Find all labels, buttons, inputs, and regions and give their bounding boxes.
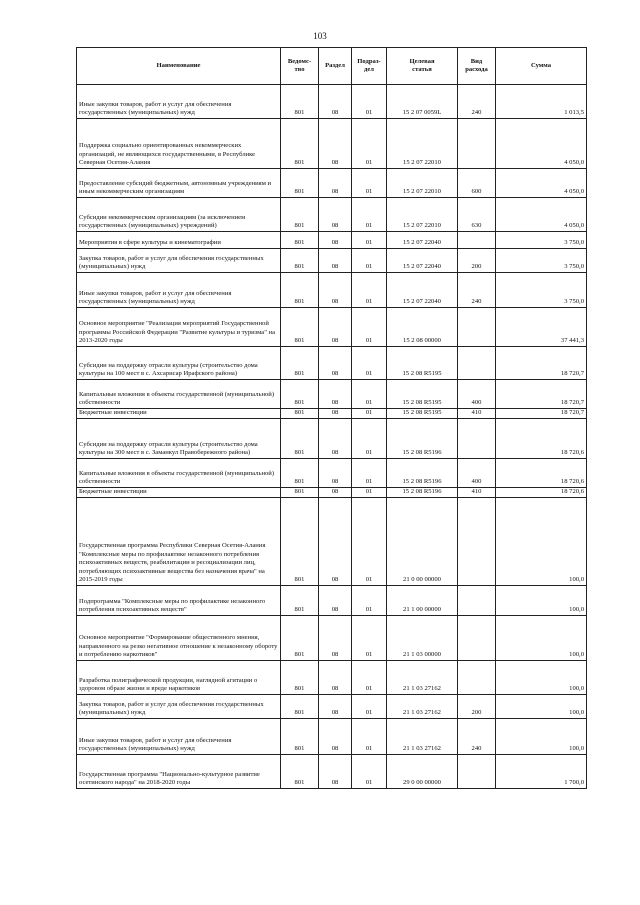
row-name: Основное мероприятие "Формирование общественного мнения, направленного на резко негативное отношение к незаконному обороту и потреблению наркотиков" [77, 616, 281, 661]
row-expense-type: 400 [458, 459, 496, 488]
row-expense-type [458, 755, 496, 789]
row-expense-type: 240 [458, 719, 496, 755]
row-target-article: 21 1 00 00000 [387, 586, 458, 616]
row-name: Государственная программа Республики Северная Осетия-Алания "Комплексные меры по профилактике незаконного потребления психоактивных веществ, реабилитации и ресоциализации лиц, потребляющих психоактивные вещества без назначения врача" на 2015-2019 годы [77, 498, 281, 586]
row-target-article: 15 2 08 R5196 [387, 419, 458, 459]
row-name: Иные закупки товаров, работ и услуг для обеспечения государственных (муниципальных) нужд [77, 719, 281, 755]
row-name: Подпрограмма "Комплексные меры по профилактике незаконного потребления психоактивных веществ" [77, 586, 281, 616]
row-amount: 100,0 [496, 695, 587, 719]
table-row [77, 249, 587, 273]
table-row [77, 85, 587, 119]
row-subsection: 01 [352, 232, 387, 249]
row-target-article: 15 2 07 22040 [387, 273, 458, 308]
table-row [77, 119, 587, 169]
row-name: Субсидии некоммерческим организациям (за исключением государственных (муниципальных) учреждений) [77, 198, 281, 232]
row-expense-type [458, 347, 496, 380]
col-header-section: Раздел [319, 48, 352, 85]
row-amount: 100,0 [496, 498, 587, 586]
row-amount: 100,0 [496, 661, 587, 695]
row-expense-type: 240 [458, 85, 496, 119]
row-section: 08 [319, 459, 352, 488]
row-amount: 18 720,6 [496, 488, 587, 498]
row-department: 801 [281, 249, 319, 273]
row-department: 801 [281, 169, 319, 198]
row-target-article: 21 1 03 27162 [387, 695, 458, 719]
col-header-amount: Сумма [496, 48, 587, 85]
row-expense-type: 410 [458, 409, 496, 419]
row-expense-type: 200 [458, 695, 496, 719]
row-section: 08 [319, 755, 352, 789]
row-section: 08 [319, 169, 352, 198]
row-target-article: 15 2 08 R5195 [387, 409, 458, 419]
row-section: 08 [319, 498, 352, 586]
row-name: Разработка полиграфической продукции, наглядной агитации о здоровом образе жизни и вреде наркотиков [77, 661, 281, 695]
table-row [77, 586, 587, 616]
row-target-article: 15 2 07 0059L [387, 85, 458, 119]
row-section: 08 [319, 232, 352, 249]
row-section: 08 [319, 273, 352, 308]
row-subsection: 01 [352, 85, 387, 119]
row-name: Капитальные вложения в объекты государственной (муниципальной) собственности [77, 459, 281, 488]
col-header-name: Наименование [77, 48, 281, 85]
table-row [77, 755, 587, 789]
row-section: 08 [319, 409, 352, 419]
row-subsection: 01 [352, 755, 387, 789]
row-target-article: 15 2 07 22010 [387, 169, 458, 198]
row-expense-type: 240 [458, 273, 496, 308]
row-target-article: 15 2 07 22010 [387, 119, 458, 169]
row-section: 08 [319, 419, 352, 459]
row-expense-type [458, 498, 496, 586]
row-section: 08 [319, 347, 352, 380]
row-subsection: 01 [352, 380, 387, 409]
row-subsection: 01 [352, 347, 387, 380]
row-amount: 18 720,7 [496, 347, 587, 380]
row-expense-type: 600 [458, 169, 496, 198]
row-department: 801 [281, 419, 319, 459]
row-name: Субсидии на поддержку отрасли культуры (строительство дома культуры на 300 мест в с. Заманкул Правобережного района) [77, 419, 281, 459]
row-target-article: 21 1 03 27162 [387, 661, 458, 695]
row-subsection: 01 [352, 661, 387, 695]
row-amount: 4 050,0 [496, 198, 587, 232]
row-expense-type [458, 232, 496, 249]
row-section: 08 [319, 380, 352, 409]
row-target-article: 15 2 08 R5195 [387, 347, 458, 380]
row-subsection: 01 [352, 169, 387, 198]
row-amount: 3 750,0 [496, 232, 587, 249]
row-subsection: 01 [352, 719, 387, 755]
row-name: Мероприятия в сфере культуры и кинематографии [77, 232, 281, 249]
table-row [77, 661, 587, 695]
row-department: 801 [281, 85, 319, 119]
row-section: 08 [319, 308, 352, 347]
row-name: Иные закупки товаров, работ и услуг для обеспечения государственных (муниципальных) нужд [77, 85, 281, 119]
table-row [77, 459, 587, 488]
row-amount: 18 720,6 [496, 459, 587, 488]
row-name: Поддержка социально ориентированных некоммерческих организаций, не являющихся государственными, в Республике Северная Осетия-Алания [77, 119, 281, 169]
row-subsection: 01 [352, 308, 387, 347]
row-name: Капитальные вложения в объекты государственной (муниципальной) собственности [77, 380, 281, 409]
row-subsection: 01 [352, 459, 387, 488]
row-amount: 3 750,0 [496, 249, 587, 273]
col-header-department: Ведомс- тво [281, 48, 319, 85]
row-subsection: 01 [352, 198, 387, 232]
row-amount: 1 700,0 [496, 755, 587, 789]
row-department: 801 [281, 616, 319, 661]
row-target-article: 21 1 03 00000 [387, 616, 458, 661]
row-subsection: 01 [352, 119, 387, 169]
row-subsection: 01 [352, 273, 387, 308]
row-name: Закупка товаров, работ и услуг для обеспечения государственных (муниципальных) нужд [77, 695, 281, 719]
row-target-article: 21 1 03 27162 [387, 719, 458, 755]
table-row [77, 347, 587, 380]
row-subsection: 01 [352, 419, 387, 459]
row-expense-type: 410 [458, 488, 496, 498]
table-row [77, 273, 587, 308]
row-amount: 4 050,0 [496, 169, 587, 198]
row-name: Закупка товаров, работ и услуг для обеспечения государственных (муниципальных) нужд [77, 249, 281, 273]
row-amount: 18 720,6 [496, 419, 587, 459]
row-section: 08 [319, 719, 352, 755]
row-name: Субсидии на поддержку отрасли культуры (строительство дома культуры на 100 мест в с. Ахсарисар Ирафского района) [77, 347, 281, 380]
row-department: 801 [281, 119, 319, 169]
table-row [77, 498, 587, 586]
row-department: 801 [281, 719, 319, 755]
row-section: 08 [319, 695, 352, 719]
table-row [77, 380, 587, 409]
table-row [77, 419, 587, 459]
row-amount: 37 441,3 [496, 308, 587, 347]
row-amount: 4 050,0 [496, 119, 587, 169]
row-section: 08 [319, 249, 352, 273]
table-row [77, 719, 587, 755]
row-expense-type: 630 [458, 198, 496, 232]
row-target-article: 15 2 08 R5196 [387, 488, 458, 498]
row-target-article: 29 0 00 00000 [387, 755, 458, 789]
page-number: 103 [313, 31, 327, 41]
row-subsection: 01 [352, 409, 387, 419]
table-row [77, 616, 587, 661]
table-row [77, 409, 587, 419]
row-subsection: 01 [352, 695, 387, 719]
row-department: 801 [281, 488, 319, 498]
row-department: 801 [281, 198, 319, 232]
row-amount: 100,0 [496, 586, 587, 616]
row-expense-type [458, 419, 496, 459]
table-row [77, 308, 587, 347]
row-department: 801 [281, 498, 319, 586]
row-target-article: 15 2 07 22040 [387, 232, 458, 249]
row-section: 08 [319, 119, 352, 169]
row-subsection: 01 [352, 586, 387, 616]
row-department: 801 [281, 586, 319, 616]
table-row [77, 695, 587, 719]
row-amount: 100,0 [496, 719, 587, 755]
row-expense-type: 400 [458, 380, 496, 409]
row-target-article: 15 2 08 00000 [387, 308, 458, 347]
row-department: 801 [281, 695, 319, 719]
row-subsection: 01 [352, 488, 387, 498]
row-name: Иные закупки товаров, работ и услуг для обеспечения государственных (муниципальных) нужд [77, 273, 281, 308]
row-department: 801 [281, 459, 319, 488]
table-row [77, 169, 587, 198]
row-target-article: 15 2 08 R5196 [387, 459, 458, 488]
row-name: Бюджетные инвестиции [77, 488, 281, 498]
budget-table [76, 47, 587, 789]
table-header-row [77, 48, 587, 85]
col-header-target: Целевая статья [387, 48, 458, 85]
row-section: 08 [319, 616, 352, 661]
row-expense-type [458, 308, 496, 347]
row-section: 08 [319, 586, 352, 616]
row-target-article: 15 2 07 22040 [387, 249, 458, 273]
row-department: 801 [281, 380, 319, 409]
row-name: Бюджетные инвестиции [77, 409, 281, 419]
row-name: Основное мероприятие "Реализация мероприятий Государственной программы Российской Федерации "Развитие культуры и туризма" на 2013-2020 годы [77, 308, 281, 347]
row-department: 801 [281, 347, 319, 380]
row-name: Предоставление субсидий бюджетным, автономным учреждениям и иным некоммерческим организациям [77, 169, 281, 198]
row-expense-type: 200 [458, 249, 496, 273]
row-target-article: 15 2 07 22010 [387, 198, 458, 232]
col-header-subsection: Подраз- дел [352, 48, 387, 85]
row-amount: 1 013,5 [496, 85, 587, 119]
row-name: Государственная программа "Национально-культурное развитие осетинского народа" на 2018-2020 годы [77, 755, 281, 789]
row-expense-type [458, 119, 496, 169]
table-row [77, 198, 587, 232]
row-amount: 18 720,7 [496, 380, 587, 409]
row-department: 801 [281, 409, 319, 419]
row-amount: 18 720,7 [496, 409, 587, 419]
row-department: 801 [281, 273, 319, 308]
row-amount: 3 750,0 [496, 273, 587, 308]
row-target-article: 21 0 00 00000 [387, 498, 458, 586]
row-subsection: 01 [352, 616, 387, 661]
row-section: 08 [319, 661, 352, 695]
row-subsection: 01 [352, 498, 387, 586]
row-section: 08 [319, 488, 352, 498]
row-target-article: 15 2 08 R5195 [387, 380, 458, 409]
row-department: 801 [281, 661, 319, 695]
row-expense-type [458, 616, 496, 661]
row-amount: 100,0 [496, 616, 587, 661]
row-subsection: 01 [352, 249, 387, 273]
row-department: 801 [281, 232, 319, 249]
table-row [77, 232, 587, 249]
row-section: 08 [319, 85, 352, 119]
row-expense-type [458, 661, 496, 695]
row-department: 801 [281, 755, 319, 789]
table-row [77, 488, 587, 498]
row-section: 08 [319, 198, 352, 232]
col-header-expense: Вид расхода [458, 48, 496, 85]
row-expense-type [458, 586, 496, 616]
row-department: 801 [281, 308, 319, 347]
